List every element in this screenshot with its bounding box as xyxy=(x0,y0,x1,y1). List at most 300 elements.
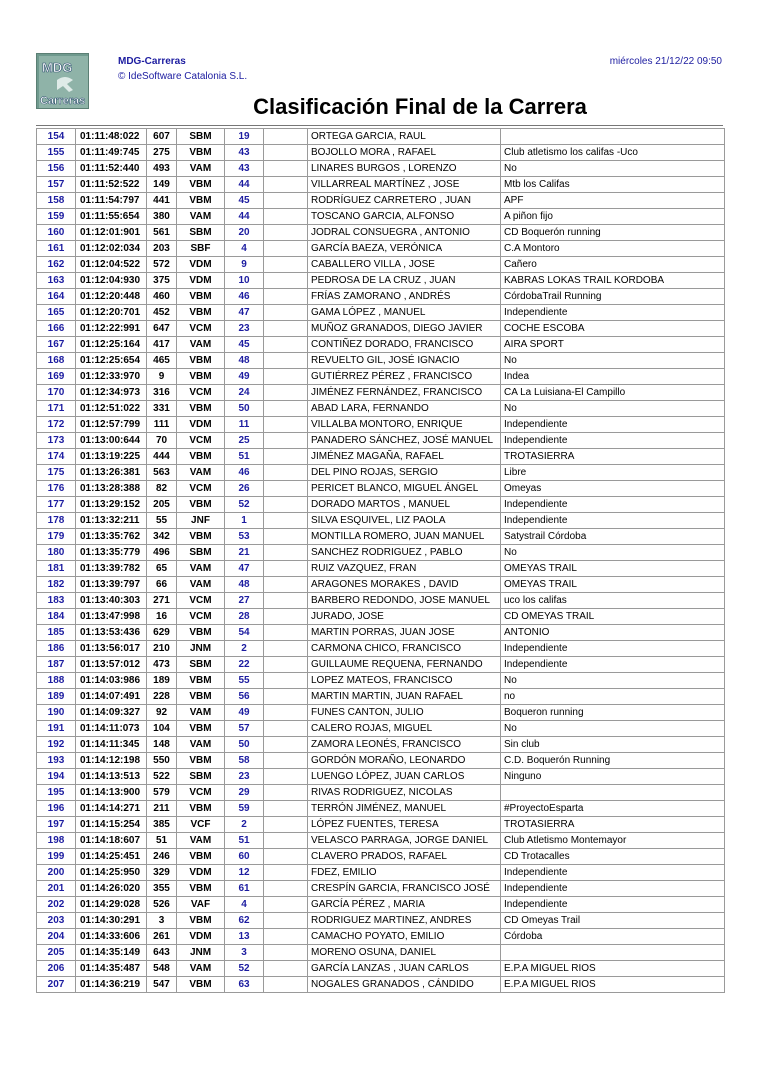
empty-cell xyxy=(264,449,308,465)
category-cell: VBM xyxy=(177,145,225,161)
runner-name-cell: BARBERO REDONDO, JOSE MANUEL xyxy=(308,593,501,609)
bib-cell: 496 xyxy=(147,545,177,561)
bib-cell: 355 xyxy=(147,881,177,897)
club-cell: C.A Montoro xyxy=(501,241,725,257)
bib-cell: 271 xyxy=(147,593,177,609)
table-row xyxy=(37,577,725,593)
empty-cell xyxy=(264,369,308,385)
category-position-cell: 28 xyxy=(225,609,264,625)
empty-cell xyxy=(264,241,308,257)
empty-cell xyxy=(264,513,308,529)
empty-cell xyxy=(264,225,308,241)
results-body xyxy=(37,129,725,993)
bib-cell: 607 xyxy=(147,129,177,145)
category-cell: VAM xyxy=(177,209,225,225)
club-cell: TROTASIERRA xyxy=(501,817,725,833)
category-position-cell: 61 xyxy=(225,881,264,897)
position-cell: 157 xyxy=(37,177,76,193)
time-cell: 01:14:15:254 xyxy=(76,817,147,833)
empty-cell xyxy=(264,945,308,961)
bib-cell: 104 xyxy=(147,721,177,737)
club-cell: AIRA SPORT xyxy=(501,337,725,353)
bib-cell: 444 xyxy=(147,449,177,465)
club-cell: Independiente xyxy=(501,881,725,897)
position-cell: 203 xyxy=(37,913,76,929)
time-cell: 01:14:26:020 xyxy=(76,881,147,897)
bib-cell: 275 xyxy=(147,145,177,161)
position-cell: 202 xyxy=(37,897,76,913)
club-cell: Independiente xyxy=(501,641,725,657)
table-row xyxy=(37,545,725,561)
position-cell: 194 xyxy=(37,769,76,785)
position-cell: 205 xyxy=(37,945,76,961)
page-title: Clasificación Final de la Carrera xyxy=(253,94,587,119)
runner-name-cell: RODRIGUEZ MARTINEZ, ANDRES xyxy=(308,913,501,929)
runner-name-cell: MARTIN MARTIN, JUAN RAFAEL xyxy=(308,689,501,705)
bib-cell: 380 xyxy=(147,209,177,225)
category-cell: VCM xyxy=(177,385,225,401)
club-cell: Indea xyxy=(501,369,725,385)
bib-cell: 375 xyxy=(147,273,177,289)
category-position-cell: 45 xyxy=(225,337,264,353)
position-cell: 204 xyxy=(37,929,76,945)
category-cell: VAM xyxy=(177,833,225,849)
bib-cell: 92 xyxy=(147,705,177,721)
position-cell: 163 xyxy=(37,273,76,289)
category-position-cell: 4 xyxy=(225,897,264,913)
runner-name-cell: VILLARREAL MARTÍNEZ , JOSE xyxy=(308,177,501,193)
empty-cell xyxy=(264,481,308,497)
position-cell: 196 xyxy=(37,801,76,817)
runner-name-cell: FDEZ, EMILIO xyxy=(308,865,501,881)
table-row xyxy=(37,529,725,545)
category-position-cell: 47 xyxy=(225,561,264,577)
runner-name-cell: CAMACHO POYATO, EMILIO xyxy=(308,929,501,945)
time-cell: 01:13:35:762 xyxy=(76,529,147,545)
empty-cell xyxy=(264,337,308,353)
runner-name-cell: FUNES CANTON, JULIO xyxy=(308,705,501,721)
position-cell: 200 xyxy=(37,865,76,881)
runner-name-cell: LINARES BURGOS , LORENZO xyxy=(308,161,501,177)
category-cell: VBM xyxy=(177,689,225,705)
club-cell: Club atletismo los califas -Uco xyxy=(501,145,725,161)
position-cell: 154 xyxy=(37,129,76,145)
table-row xyxy=(37,785,725,801)
bib-cell: 522 xyxy=(147,769,177,785)
club-cell: uco los califas xyxy=(501,593,725,609)
category-position-cell: 43 xyxy=(225,145,264,161)
category-position-cell: 58 xyxy=(225,753,264,769)
club-cell: Independiente xyxy=(501,433,725,449)
position-cell: 206 xyxy=(37,961,76,977)
empty-cell xyxy=(264,545,308,561)
club-cell: ANTONIO xyxy=(501,625,725,641)
empty-cell xyxy=(264,865,308,881)
empty-cell xyxy=(264,353,308,369)
bib-cell: 246 xyxy=(147,849,177,865)
runner-name-cell: PERICET BLANCO, MIGUEL ÁNGEL xyxy=(308,481,501,497)
table-row xyxy=(37,561,725,577)
bib-cell: 572 xyxy=(147,257,177,273)
bib-cell: 473 xyxy=(147,657,177,673)
category-cell: VAM xyxy=(177,561,225,577)
runner-name-cell: SANCHEZ RODRIGUEZ , PABLO xyxy=(308,545,501,561)
table-row xyxy=(37,593,725,609)
empty-cell xyxy=(264,561,308,577)
category-cell: VBM xyxy=(177,177,225,193)
category-cell: VBM xyxy=(177,305,225,321)
category-position-cell: 63 xyxy=(225,977,264,993)
time-cell: 01:11:48:022 xyxy=(76,129,147,145)
empty-cell xyxy=(264,145,308,161)
category-cell: SBM xyxy=(177,129,225,145)
position-cell: 166 xyxy=(37,321,76,337)
time-cell: 01:12:20:701 xyxy=(76,305,147,321)
position-cell: 190 xyxy=(37,705,76,721)
empty-cell xyxy=(264,817,308,833)
empty-cell xyxy=(264,833,308,849)
runner-name-cell: VELASCO PARRAGA, JORGE DANIEL xyxy=(308,833,501,849)
time-cell: 01:13:00:644 xyxy=(76,433,147,449)
empty-cell xyxy=(264,161,308,177)
runner-name-cell: GUILLAUME REQUENA, FERNANDO xyxy=(308,657,501,673)
empty-cell xyxy=(264,769,308,785)
table-row xyxy=(37,145,725,161)
runner-name-cell: PEDROSA DE LA CRUZ , JUAN xyxy=(308,273,501,289)
category-cell: SBM xyxy=(177,769,225,785)
bib-cell: 452 xyxy=(147,305,177,321)
category-cell: VAM xyxy=(177,737,225,753)
bib-cell: 70 xyxy=(147,433,177,449)
runner-name-cell: GARCÍA PÉREZ , MARIA xyxy=(308,897,501,913)
time-cell: 01:14:29:028 xyxy=(76,897,147,913)
position-cell: 159 xyxy=(37,209,76,225)
table-row xyxy=(37,513,725,529)
category-cell: VDM xyxy=(177,257,225,273)
table-row xyxy=(37,497,725,513)
category-position-cell: 50 xyxy=(225,401,264,417)
table-row xyxy=(37,609,725,625)
runner-name-cell: MONTILLA ROMERO, JUAN MANUEL xyxy=(308,529,501,545)
empty-cell xyxy=(264,753,308,769)
category-position-cell: 62 xyxy=(225,913,264,929)
bib-cell: 205 xyxy=(147,497,177,513)
time-cell: 01:13:47:998 xyxy=(76,609,147,625)
category-cell: VCM xyxy=(177,593,225,609)
category-cell: VBM xyxy=(177,977,225,993)
bib-cell: 211 xyxy=(147,801,177,817)
position-cell: 162 xyxy=(37,257,76,273)
category-position-cell: 23 xyxy=(225,769,264,785)
title-divider xyxy=(36,125,723,126)
category-position-cell: 43 xyxy=(225,161,264,177)
position-cell: 182 xyxy=(37,577,76,593)
print-datetime: miércoles 21/12/22 09:50 xyxy=(609,56,722,67)
club-cell: CD Boquerón running xyxy=(501,225,725,241)
category-cell: VBM xyxy=(177,353,225,369)
position-cell: 201 xyxy=(37,881,76,897)
time-cell: 01:12:34:973 xyxy=(76,385,147,401)
category-cell: SBM xyxy=(177,545,225,561)
club-cell: CA La Luisiana-El Campillo xyxy=(501,385,725,401)
position-cell: 156 xyxy=(37,161,76,177)
empty-cell xyxy=(264,129,308,145)
empty-cell xyxy=(264,321,308,337)
empty-cell xyxy=(264,913,308,929)
time-cell: 01:14:09:327 xyxy=(76,705,147,721)
category-cell: VAM xyxy=(177,337,225,353)
table-row xyxy=(37,209,725,225)
runner-name-cell: DEL PINO ROJAS, SERGIO xyxy=(308,465,501,481)
table-row xyxy=(37,337,725,353)
category-cell: VBM xyxy=(177,721,225,737)
category-position-cell: 23 xyxy=(225,321,264,337)
empty-cell xyxy=(264,705,308,721)
time-cell: 01:14:25:950 xyxy=(76,865,147,881)
table-row xyxy=(37,705,725,721)
table-row xyxy=(37,737,725,753)
empty-cell xyxy=(264,193,308,209)
table-row xyxy=(37,385,725,401)
bib-cell: 228 xyxy=(147,689,177,705)
category-cell: VAM xyxy=(177,577,225,593)
bib-cell: 460 xyxy=(147,289,177,305)
runner-name-cell: CLAVERO PRADOS, RAFAEL xyxy=(308,849,501,865)
club-cell xyxy=(501,785,725,801)
club-cell xyxy=(501,945,725,961)
runner-name-cell: RUIZ VAZQUEZ, FRAN xyxy=(308,561,501,577)
position-cell: 189 xyxy=(37,689,76,705)
runner-name-cell: TOSCANO GARCIA, ALFONSO xyxy=(308,209,501,225)
time-cell: 01:12:25:164 xyxy=(76,337,147,353)
empty-cell xyxy=(264,257,308,273)
runner-name-cell: VILLALBA MONTORO, ENRIQUE xyxy=(308,417,501,433)
time-cell: 01:13:28:388 xyxy=(76,481,147,497)
club-cell: No xyxy=(501,353,725,369)
bib-cell: 561 xyxy=(147,225,177,241)
time-cell: 01:14:30:291 xyxy=(76,913,147,929)
bib-cell: 329 xyxy=(147,865,177,881)
club-cell: Boqueron running xyxy=(501,705,725,721)
category-cell: VAM xyxy=(177,705,225,721)
category-cell: VDM xyxy=(177,273,225,289)
category-position-cell: 2 xyxy=(225,817,264,833)
table-row xyxy=(37,625,725,641)
category-position-cell: 49 xyxy=(225,369,264,385)
runner-name-cell: GAMA LÓPEZ , MANUEL xyxy=(308,305,501,321)
club-cell: Ninguno xyxy=(501,769,725,785)
category-cell: VBM xyxy=(177,673,225,689)
position-cell: 195 xyxy=(37,785,76,801)
position-cell: 199 xyxy=(37,849,76,865)
table-row xyxy=(37,689,725,705)
time-cell: 01:12:01:901 xyxy=(76,225,147,241)
position-cell: 173 xyxy=(37,433,76,449)
runner-name-cell: TERRÓN JIMÉNEZ, MANUEL xyxy=(308,801,501,817)
time-cell: 01:14:35:487 xyxy=(76,961,147,977)
time-cell: 01:13:29:152 xyxy=(76,497,147,513)
bib-cell: 441 xyxy=(147,193,177,209)
club-cell: Independiente xyxy=(501,513,725,529)
empty-cell xyxy=(264,881,308,897)
time-cell: 01:12:20:448 xyxy=(76,289,147,305)
time-cell: 01:13:35:779 xyxy=(76,545,147,561)
club-cell: E.P.A MIGUEL RIOS xyxy=(501,977,725,993)
club-cell: Independiente xyxy=(501,865,725,881)
time-cell: 01:13:19:225 xyxy=(76,449,147,465)
category-cell: VDM xyxy=(177,417,225,433)
category-cell: VAM xyxy=(177,961,225,977)
club-cell: No xyxy=(501,545,725,561)
time-cell: 01:14:13:900 xyxy=(76,785,147,801)
position-cell: 161 xyxy=(37,241,76,257)
empty-cell xyxy=(264,465,308,481)
time-cell: 01:13:57:012 xyxy=(76,657,147,673)
table-row xyxy=(37,881,725,897)
time-cell: 01:12:33:970 xyxy=(76,369,147,385)
club-cell: no xyxy=(501,689,725,705)
time-cell: 01:11:55:654 xyxy=(76,209,147,225)
empty-cell xyxy=(264,689,308,705)
position-cell: 181 xyxy=(37,561,76,577)
category-cell: VCF xyxy=(177,817,225,833)
category-position-cell: 3 xyxy=(225,945,264,961)
category-position-cell: 12 xyxy=(225,865,264,881)
empty-cell xyxy=(264,417,308,433)
time-cell: 01:13:40:303 xyxy=(76,593,147,609)
time-cell: 01:13:39:782 xyxy=(76,561,147,577)
empty-cell xyxy=(264,785,308,801)
table-row xyxy=(37,401,725,417)
category-cell: VBM xyxy=(177,401,225,417)
bib-cell: 550 xyxy=(147,753,177,769)
position-cell: 188 xyxy=(37,673,76,689)
empty-cell xyxy=(264,625,308,641)
bib-cell: 148 xyxy=(147,737,177,753)
runner-name-cell: CONTIÑEZ DORADO, FRANCISCO xyxy=(308,337,501,353)
position-cell: 192 xyxy=(37,737,76,753)
runner-name-cell: REVUELTO GIL, JOSÉ IGNACIO xyxy=(308,353,501,369)
runner-name-cell: CARMONA CHICO, FRANCISCO xyxy=(308,641,501,657)
time-cell: 01:14:12:198 xyxy=(76,753,147,769)
table-row xyxy=(37,481,725,497)
empty-cell xyxy=(264,577,308,593)
bib-cell: 82 xyxy=(147,481,177,497)
table-row xyxy=(37,161,725,177)
time-cell: 01:11:49:745 xyxy=(76,145,147,161)
table-row xyxy=(37,449,725,465)
bib-cell: 526 xyxy=(147,897,177,913)
category-cell: VBM xyxy=(177,369,225,385)
table-row xyxy=(37,657,725,673)
runner-name-cell: MUÑOZ GRANADOS, DIEGO JAVIER xyxy=(308,321,501,337)
category-position-cell: 51 xyxy=(225,449,264,465)
table-row xyxy=(37,305,725,321)
empty-cell xyxy=(264,209,308,225)
category-cell: SBM xyxy=(177,657,225,673)
empty-cell xyxy=(264,801,308,817)
logo-text-bottom: Carreras xyxy=(40,95,86,107)
category-position-cell: 19 xyxy=(225,129,264,145)
empty-cell xyxy=(264,961,308,977)
club-cell: Córdoba xyxy=(501,929,725,945)
runner-name-cell: DORADO MARTOS , MANUEL xyxy=(308,497,501,513)
club-cell: APF xyxy=(501,193,725,209)
position-cell: 180 xyxy=(37,545,76,561)
category-position-cell: 9 xyxy=(225,257,264,273)
runner-name-cell: FRÍAS ZAMORANO , ANDRÉS xyxy=(308,289,501,305)
position-cell: 164 xyxy=(37,289,76,305)
club-cell: Independiente xyxy=(501,417,725,433)
time-cell: 01:14:03:986 xyxy=(76,673,147,689)
category-position-cell: 25 xyxy=(225,433,264,449)
table-row xyxy=(37,961,725,977)
table-row xyxy=(37,369,725,385)
category-cell: VBM xyxy=(177,449,225,465)
app-name: MDG-Carreras xyxy=(118,56,186,67)
table-row xyxy=(37,865,725,881)
runner-name-cell: MORENO OSUNA, DANIEL xyxy=(308,945,501,961)
runner-name-cell: JIMÉNEZ MAGAÑA, RAFAEL xyxy=(308,449,501,465)
table-row xyxy=(37,193,725,209)
table-row xyxy=(37,241,725,257)
runner-name-cell: ZAMORA LEONÉS, FRANCISCO xyxy=(308,737,501,753)
table-row xyxy=(37,897,725,913)
time-cell: 01:13:26:381 xyxy=(76,465,147,481)
time-cell: 01:12:02:034 xyxy=(76,241,147,257)
bib-cell: 3 xyxy=(147,913,177,929)
empty-cell xyxy=(264,849,308,865)
position-cell: 165 xyxy=(37,305,76,321)
category-position-cell: 46 xyxy=(225,465,264,481)
position-cell: 171 xyxy=(37,401,76,417)
position-cell: 175 xyxy=(37,465,76,481)
time-cell: 01:12:22:991 xyxy=(76,321,147,337)
empty-cell xyxy=(264,433,308,449)
time-cell: 01:14:18:607 xyxy=(76,833,147,849)
bib-cell: 210 xyxy=(147,641,177,657)
time-cell: 01:11:54:797 xyxy=(76,193,147,209)
table-row xyxy=(37,977,725,993)
club-cell: C.D. Boquerón Running xyxy=(501,753,725,769)
results-table xyxy=(36,128,725,993)
category-cell: VBM xyxy=(177,881,225,897)
position-cell: 197 xyxy=(37,817,76,833)
category-position-cell: 48 xyxy=(225,577,264,593)
logo-text-top: MDG xyxy=(42,60,73,75)
category-position-cell: 45 xyxy=(225,193,264,209)
category-cell: SBM xyxy=(177,225,225,241)
bib-cell: 316 xyxy=(147,385,177,401)
club-cell: Satystrail Córdoba xyxy=(501,529,725,545)
position-cell: 177 xyxy=(37,497,76,513)
table-row xyxy=(37,849,725,865)
club-cell: Club Atletismo Montemayor xyxy=(501,833,725,849)
bib-cell: 342 xyxy=(147,529,177,545)
runner-name-cell: NOGALES GRANADOS , CÁNDIDO xyxy=(308,977,501,993)
category-position-cell: 52 xyxy=(225,961,264,977)
club-cell: A piñon fijo xyxy=(501,209,725,225)
category-position-cell: 49 xyxy=(225,705,264,721)
time-cell: 01:14:35:149 xyxy=(76,945,147,961)
category-position-cell: 11 xyxy=(225,417,264,433)
table-row xyxy=(37,721,725,737)
bib-cell: 66 xyxy=(147,577,177,593)
runner-name-cell: JODRAL CONSUEGRA , ANTONIO xyxy=(308,225,501,241)
empty-cell xyxy=(264,737,308,753)
category-cell: VDM xyxy=(177,865,225,881)
bib-cell: 417 xyxy=(147,337,177,353)
